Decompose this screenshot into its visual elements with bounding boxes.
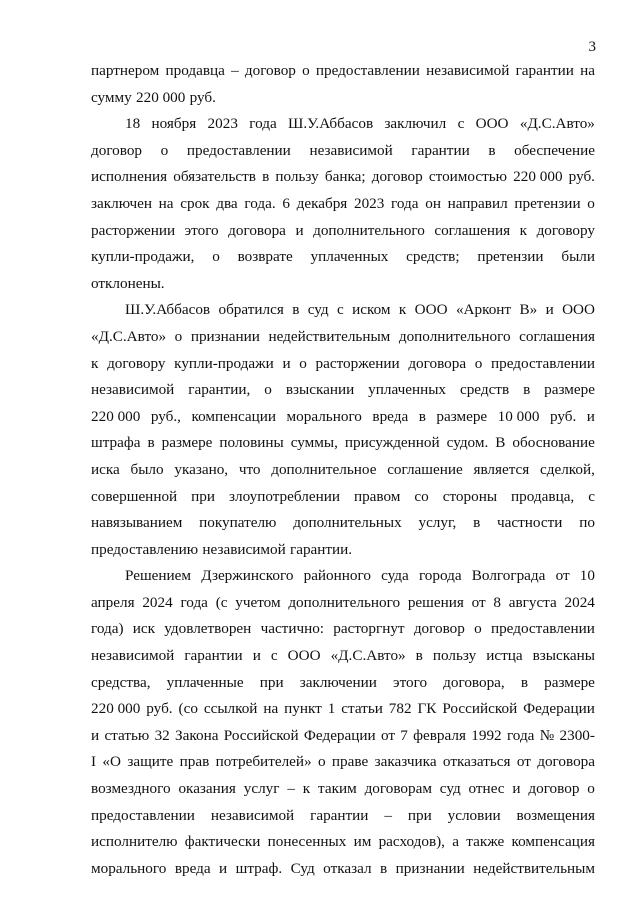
word: 2023 [353,194,385,212]
word: недействительным [473,859,595,877]
word: частности [497,514,563,532]
word: 220 000 [513,168,563,186]
word: также [466,833,505,851]
text-line [91,829,595,856]
word: в [292,301,300,319]
word: заключен [91,194,152,212]
word: с [337,301,344,319]
text-line [91,749,595,776]
word: и [91,726,100,744]
word: и [545,301,554,319]
text-line [91,510,595,537]
word: гарантии, [188,381,251,399]
word: а [452,833,459,851]
word: договор [244,62,296,79]
word: ООО [414,301,448,319]
word: ноября [151,115,197,133]
word: услуг, [418,514,457,532]
word: в [418,407,426,425]
word: в [488,141,496,159]
word: и [512,780,521,798]
word: компенсация [511,833,595,851]
word: иск [132,620,156,638]
word: дополнительного [288,593,401,611]
word: Волгограда [471,567,546,585]
word: дополнительного [313,221,425,239]
word: о [587,780,595,798]
word: решения [407,593,464,611]
word: Дзержинского [201,567,294,585]
word: им [353,833,372,851]
word: 782 [388,700,412,718]
word: отказал [323,859,372,877]
word: защите [127,753,174,771]
word: предоставлении [490,620,595,638]
text-line [91,537,595,564]
word: обратился [218,301,284,319]
word: о [264,381,272,399]
word: истца [486,647,523,665]
word: расходов), [378,833,445,851]
word: возврате [237,248,293,266]
word: прав [179,753,210,771]
word: ООО [475,115,509,133]
word: договору [107,354,166,372]
word: средств [459,381,510,399]
word: 10 [579,567,595,585]
word: № [539,726,555,744]
word: правом [353,487,401,505]
word: – [287,780,295,798]
word: условии [447,806,501,824]
text-line [91,484,595,511]
word: соглашения [519,327,595,345]
word: и [282,354,291,372]
word: услуг [243,780,280,798]
word: предоставлению [91,540,199,558]
word: по [579,514,595,532]
word: были [561,248,595,266]
word: договора, [443,673,505,691]
word: договора [537,753,595,771]
word: отнес [468,780,505,798]
word: средства, [91,673,151,691]
word: возмездного [91,780,171,798]
word: и [586,407,595,425]
word: договорам [364,780,432,798]
word: о [299,354,307,372]
word: гарантии [184,647,243,665]
word: в [473,514,481,532]
text-line [91,723,595,750]
word: «Арконт [455,301,512,319]
text-line [91,351,595,378]
word: о [212,248,220,266]
word: иском [352,301,391,319]
word: отказаться [442,753,511,771]
word: В» [519,301,538,319]
word: компенсации [191,407,277,425]
word: договор [413,620,465,638]
word: 220 000 [136,88,186,106]
word: о [587,194,595,212]
word: учетом [235,593,281,611]
text-line [91,803,595,830]
word: февраля [413,726,466,744]
word: стороны [442,487,498,505]
word: суд [307,301,329,319]
word: статью [104,726,150,744]
word: уплаченные [166,673,244,691]
word: от [516,753,531,771]
word: этого [393,673,428,691]
word: руб. [146,700,173,718]
word: партнером [91,62,160,79]
word: два [216,194,238,212]
word: признании [190,327,260,345]
word: гарантии. [289,540,353,558]
word: в [262,168,270,186]
word: предоставлении [315,62,420,79]
text-line [91,111,595,138]
word: таким [318,780,357,798]
word: 6 [282,194,290,212]
word: 2024 [142,593,173,611]
word: удовлетворен [164,620,252,638]
word: года. [244,194,276,212]
word: штраф. [235,859,283,877]
word: 2024 [564,593,595,611]
word: Решением [125,567,192,585]
word: гарантии [411,141,470,159]
word: является [473,460,530,478]
text-line [91,271,595,298]
word: этого [184,221,219,239]
word: дополнительного [398,327,511,345]
word: судом. [446,434,489,452]
word: пункт [284,700,322,718]
word: покупателю [199,514,277,532]
text-line [91,377,595,404]
word: штрафа [91,434,141,452]
word: указано, [174,460,229,478]
word: I [91,753,97,771]
word: «Д.С.Авто» [91,327,167,345]
word: года [249,115,277,133]
word: стоимостью [428,168,508,186]
word: (с [215,593,228,611]
word: Ш.У.Аббасов [125,301,211,319]
word: Закона [175,726,219,744]
word: пользу [432,647,477,665]
word: обоснование [512,434,595,452]
word: банка; [324,168,366,186]
word: с [588,487,595,505]
word: совершенной [91,487,178,505]
word: в [147,434,155,452]
word: 10 000 [497,407,540,425]
word: руб. [189,88,216,106]
word: размере [436,407,488,425]
word: навязыванием [91,514,183,532]
word: – [231,62,239,79]
word: средств; [406,248,460,266]
word: дополнительных [293,514,402,532]
word: Российской [442,700,518,718]
word: руб. [568,168,595,186]
word: суд [439,780,461,798]
word: о [302,62,310,79]
word: о [174,327,183,345]
word: года [391,194,419,212]
word: размере [161,434,213,452]
text-line [91,590,595,617]
word: взыскании [285,381,355,399]
word: срок [180,194,210,212]
word: договор [528,780,580,798]
word: независимой [309,141,393,159]
word: 18 [125,115,141,133]
word: Федерации [523,700,595,718]
word: заключении [299,673,377,691]
word: отклонены. [91,274,165,292]
word: соглашения [434,221,511,239]
word: размере [544,381,595,399]
text-line [91,138,595,165]
word: уплаченных [368,381,447,399]
word: морального [91,859,167,877]
word: года [180,593,208,611]
word: независимой [202,540,286,558]
word: дополнительное [271,460,377,478]
word: ООО [562,301,595,319]
word: претензии [514,194,581,212]
word: вреда [372,407,409,425]
text-line [91,563,595,590]
word: 2300- [559,726,595,744]
word: ООО [287,647,321,665]
text-line [91,457,595,484]
word: Суд [290,859,315,877]
word: направил [447,194,508,212]
text-line [91,430,595,457]
word: недействительным [268,327,391,345]
word: расторгнут [333,620,405,638]
word: гарантии [310,806,369,824]
word: в [380,859,388,877]
word: о [474,354,483,372]
word: размере [544,673,595,691]
word: предоставлении [186,141,291,159]
text-line [91,164,595,191]
text-line [91,85,595,112]
text-line [91,58,595,85]
text-line [91,670,595,697]
word: в [520,673,528,691]
word: Ш.У.Аббасов [288,115,374,133]
word: к [398,301,407,319]
text-line [91,643,595,670]
word: и [219,859,228,877]
text-line [91,191,595,218]
word: исполнения [91,168,168,186]
text-line [91,856,595,883]
word: независимой [210,806,295,824]
word: исполнителю [91,833,178,851]
word: оказания [178,780,236,798]
word: – [384,806,392,824]
word: 32 [154,726,170,744]
word: Федерации [303,726,376,744]
word: договор [91,141,143,159]
word: года) [91,620,124,638]
word: в [415,647,423,665]
word: взысканы [532,647,595,665]
word: со [414,487,429,505]
word: 2023 [207,115,238,133]
word: (со [178,700,198,718]
word: независимой [426,62,510,79]
word: заключил [384,115,447,133]
word: претензии [477,248,544,266]
document-body [91,58,595,882]
text-line [91,404,595,431]
word: при [407,806,432,824]
word: предоставлении [91,806,195,824]
word: в [523,381,531,399]
word: и [295,221,304,239]
word: о [317,753,326,771]
word: присужденной [344,434,440,452]
word: 8 [493,593,501,611]
word: вреда [174,859,211,877]
word: праве [331,753,369,771]
text-line [91,776,595,803]
word: города [418,567,462,585]
word: ГК [417,700,437,718]
word: районного [303,567,371,585]
word: сделкой, [540,460,595,478]
word: обеспечение [514,141,595,159]
word: руб., [150,407,181,425]
word: независимой [91,647,175,665]
word: договору [536,221,595,239]
word: при [191,487,216,505]
word: соглашение [387,460,463,478]
word: злоупотреблении [229,487,340,505]
word: суммы, [290,434,338,452]
word: от [380,726,395,744]
word: заказчика [374,753,437,771]
word: к [302,780,311,798]
word: гарантии [515,62,574,79]
word: было [130,460,164,478]
word: 1992 [471,726,502,744]
word: о [160,141,169,159]
word: продавца, [511,487,575,505]
word: на [158,194,174,212]
word: суда [381,567,409,585]
word: уплаченных [310,248,389,266]
text-line [91,244,595,271]
word: статьи [341,700,383,718]
page-number: 3 [588,39,596,55]
word: 7 [400,726,408,744]
word: на [580,62,595,79]
word: о [474,620,482,638]
word: расторжении [91,221,176,239]
word: от [471,593,486,611]
word: ссылкой [203,700,258,718]
word: сумму [91,88,132,106]
word: декабря [296,194,348,212]
word: с [457,115,465,133]
word: 220 000 [91,700,141,718]
word: при [259,673,284,691]
word: фактически [184,833,261,851]
word: 220 000 [91,407,141,425]
text-line [91,297,595,324]
word: с [270,647,278,665]
word: года [506,726,535,744]
word: апреля [91,593,135,611]
word: он [425,194,441,212]
word: возмещения [516,806,595,824]
word: понесенных [267,833,347,851]
word: «О [102,753,121,771]
word: от [555,567,570,585]
word: 1 [327,700,336,718]
word: договор [371,168,423,186]
text-line [91,218,595,245]
word: купли-продажи [174,354,274,372]
word: Российской [223,726,299,744]
word: независимой [91,381,175,399]
text-line [91,616,595,643]
word: продавца [165,62,225,79]
word: купли-продажи, [91,248,195,266]
word: расторжении [315,354,400,372]
word: «Д.С.Авто» [519,115,595,133]
word: пользу [275,168,319,186]
word: потребителей» [215,753,312,771]
word: признании [395,859,465,877]
word: обязательств [173,168,256,186]
word: руб. [549,407,577,425]
text-line [91,696,595,723]
text-line [91,324,595,351]
word: предоставлении [491,354,595,372]
word: что [238,460,261,478]
word: на [263,700,279,718]
word: к [91,354,99,372]
word: «Д.С.Авто» [330,647,406,665]
word: договора [228,221,286,239]
word: В [495,434,506,452]
word: частично: [260,620,325,638]
word: морального [286,407,362,425]
word: и [252,647,261,665]
word: августа [508,593,557,611]
word: иска [91,460,120,478]
word: к [519,221,528,239]
word: половины [219,434,284,452]
word: договора [408,354,467,372]
